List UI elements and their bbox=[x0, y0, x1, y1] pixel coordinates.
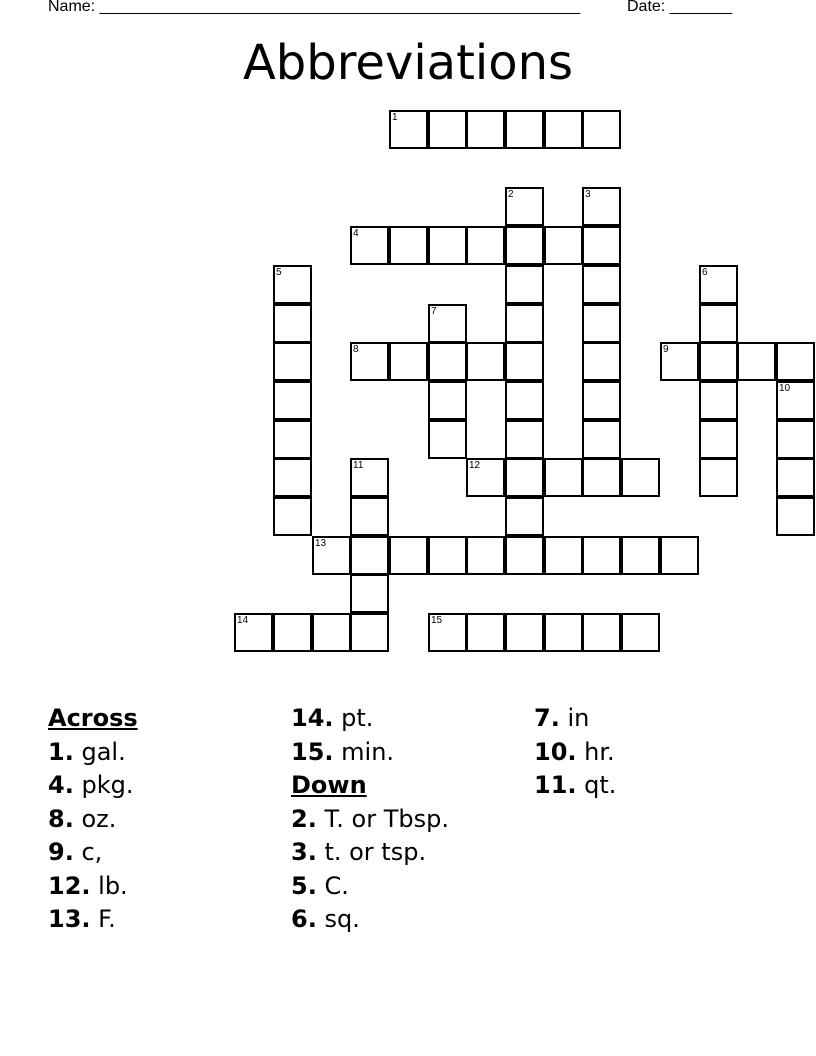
crossword-cell[interactable] bbox=[699, 420, 738, 459]
crossword-cell[interactable] bbox=[582, 110, 621, 149]
crossword-cell[interactable] bbox=[428, 613, 467, 652]
crossword-cell[interactable] bbox=[505, 613, 544, 652]
crossword-cell[interactable] bbox=[428, 420, 467, 459]
crossword-cell[interactable] bbox=[350, 613, 389, 652]
crossword-cell[interactable] bbox=[776, 458, 815, 497]
clue-item-text: F. bbox=[90, 905, 116, 933]
clue-item-text: min. bbox=[333, 737, 395, 766]
clue-item bbox=[534, 702, 616, 736]
crossword-cell[interactable] bbox=[389, 536, 428, 575]
crossword-cell[interactable] bbox=[699, 304, 738, 343]
crossword-cell[interactable] bbox=[582, 342, 621, 381]
clue-column-2 bbox=[291, 702, 449, 937]
crossword-cell[interactable] bbox=[466, 458, 505, 497]
crossword-cell[interactable] bbox=[273, 458, 312, 497]
crossword-cell[interactable] bbox=[273, 381, 312, 420]
crossword-cell[interactable] bbox=[350, 226, 389, 265]
clue-number: 9 bbox=[663, 344, 669, 355]
clue-number: 8 bbox=[353, 344, 359, 355]
crossword-cell[interactable] bbox=[350, 536, 389, 575]
clue-item bbox=[291, 736, 449, 770]
crossword-cell[interactable] bbox=[582, 613, 621, 652]
clue-number: 6 bbox=[702, 267, 708, 278]
crossword-cell[interactable] bbox=[776, 497, 815, 536]
crossword-cell[interactable] bbox=[737, 342, 776, 381]
clue-item bbox=[534, 736, 616, 770]
clue-item-number: 3. bbox=[291, 838, 317, 866]
clue-heading bbox=[291, 769, 449, 803]
crossword-cell[interactable] bbox=[699, 265, 738, 304]
clue-item-text: oz. bbox=[73, 804, 117, 833]
crossword-cell[interactable] bbox=[621, 613, 660, 652]
clue-item bbox=[534, 769, 616, 803]
clue-item bbox=[291, 836, 449, 870]
crossword-cell[interactable] bbox=[428, 381, 467, 420]
crossword-cell[interactable] bbox=[776, 381, 815, 420]
clue-item-number: 7. bbox=[534, 704, 560, 732]
clue-number: 5 bbox=[276, 267, 282, 278]
clue-column-1 bbox=[48, 702, 138, 937]
clue-item-text: in bbox=[559, 704, 590, 732]
clue-item bbox=[48, 903, 138, 937]
page-title: Abbreviations bbox=[242, 35, 574, 91]
clue-number: 4 bbox=[353, 228, 359, 239]
clue-number: 2 bbox=[508, 189, 514, 200]
crossword-cell[interactable] bbox=[505, 458, 544, 497]
clue-item-number: 5. bbox=[291, 871, 317, 900]
crossword-cell[interactable] bbox=[660, 342, 699, 381]
crossword-cell[interactable] bbox=[428, 110, 467, 149]
crossword-cell[interactable] bbox=[273, 342, 312, 381]
clue-number: 3 bbox=[585, 189, 591, 200]
crossword-cell[interactable] bbox=[466, 110, 505, 149]
clue-item-number: 2. bbox=[291, 804, 317, 833]
crossword-cell[interactable] bbox=[505, 497, 544, 536]
clue-item-number: 13. bbox=[48, 905, 91, 933]
date-field-label: Date: _______ bbox=[627, 0, 732, 15]
crossword-cell[interactable] bbox=[234, 613, 273, 652]
crossword-cell[interactable] bbox=[582, 458, 621, 497]
crossword-cell[interactable] bbox=[312, 536, 351, 575]
heading-text: Across bbox=[48, 704, 138, 732]
crossword-cell[interactable] bbox=[273, 420, 312, 459]
clue-item-text: T. or Tbsp. bbox=[316, 804, 449, 833]
crossword-cell[interactable] bbox=[544, 226, 583, 265]
heading-text: Down bbox=[291, 771, 367, 799]
clue-item bbox=[48, 803, 138, 837]
crossword-cell[interactable] bbox=[544, 613, 583, 652]
clue-number: 7 bbox=[431, 306, 437, 317]
crossword-cell[interactable] bbox=[389, 110, 428, 149]
crossword-cell[interactable] bbox=[621, 458, 660, 497]
crossword-cell[interactable] bbox=[544, 110, 583, 149]
clue-number: 13 bbox=[315, 538, 327, 549]
name-field-label: Name: ______________________________________________________ bbox=[48, 0, 581, 15]
crossword-cell[interactable] bbox=[776, 342, 815, 381]
crossword-cell[interactable] bbox=[582, 304, 621, 343]
clue-number: 1 bbox=[392, 112, 398, 123]
crossword-cell[interactable] bbox=[544, 536, 583, 575]
crossword-cell[interactable] bbox=[428, 342, 467, 381]
crossword-cell[interactable] bbox=[466, 226, 505, 265]
crossword-cell[interactable] bbox=[505, 110, 544, 149]
clue-item-text: gal. bbox=[73, 737, 126, 766]
crossword-cell[interactable] bbox=[273, 497, 312, 536]
clue-number: 12 bbox=[469, 460, 481, 471]
crossword-cell[interactable] bbox=[582, 381, 621, 420]
crossword-cell[interactable] bbox=[389, 342, 428, 381]
crossword-cell[interactable] bbox=[466, 613, 505, 652]
crossword-cell[interactable] bbox=[505, 265, 544, 304]
crossword-cell[interactable] bbox=[699, 458, 738, 497]
crossword-cell[interactable] bbox=[350, 458, 389, 497]
crossword-cell[interactable] bbox=[621, 536, 660, 575]
clue-item bbox=[48, 736, 138, 770]
crossword-cell[interactable] bbox=[582, 226, 621, 265]
clue-item bbox=[48, 836, 138, 870]
crossword-cell[interactable] bbox=[582, 265, 621, 304]
clue-item bbox=[48, 870, 138, 904]
clue-heading bbox=[48, 702, 138, 736]
crossword-cell[interactable] bbox=[389, 226, 428, 265]
crossword-cell[interactable] bbox=[699, 381, 738, 420]
crossword-cell[interactable] bbox=[505, 226, 544, 265]
crossword-cell[interactable] bbox=[776, 420, 815, 459]
crossword-cell[interactable] bbox=[582, 536, 621, 575]
crossword-cell[interactable] bbox=[505, 381, 544, 420]
crossword-cell[interactable] bbox=[312, 613, 351, 652]
crossword-cell[interactable] bbox=[582, 420, 621, 459]
clue-item bbox=[291, 903, 449, 937]
crossword-cell[interactable] bbox=[428, 226, 467, 265]
clue-number: 14 bbox=[237, 615, 249, 626]
crossword-cell[interactable] bbox=[428, 304, 467, 343]
clue-item-number: 14. bbox=[291, 704, 334, 732]
clue-item-text: lb. bbox=[90, 871, 128, 900]
crossword-cell[interactable] bbox=[699, 342, 738, 381]
crossword-cell[interactable] bbox=[505, 420, 544, 459]
clue-item bbox=[291, 702, 449, 736]
clue-number: 15 bbox=[431, 615, 443, 626]
clue-item-text: C. bbox=[316, 871, 349, 900]
clue-item-number: 11. bbox=[534, 771, 577, 799]
clue-item-text: t. or tsp. bbox=[316, 838, 427, 866]
clue-item bbox=[48, 769, 138, 803]
crossword-cell[interactable] bbox=[505, 342, 544, 381]
clue-item-number: 12. bbox=[48, 871, 91, 900]
crossword-cell[interactable] bbox=[428, 536, 467, 575]
crossword-cell[interactable] bbox=[660, 536, 699, 575]
clue-item-number: 9. bbox=[48, 838, 74, 866]
clue-item-text: sq. bbox=[316, 905, 360, 933]
clue-number: 10 bbox=[779, 383, 791, 394]
crossword-cell[interactable] bbox=[350, 574, 389, 613]
clue-item-text: pkg. bbox=[73, 771, 134, 799]
clue-number: 11 bbox=[353, 460, 364, 471]
clue-item-text: hr. bbox=[576, 737, 615, 766]
clue-item bbox=[291, 803, 449, 837]
clue-item-number: 6. bbox=[291, 905, 317, 933]
crossword-cell[interactable] bbox=[350, 342, 389, 381]
clue-column-3 bbox=[534, 702, 616, 803]
clue-item-number: 1. bbox=[48, 737, 74, 766]
crossword-cell[interactable] bbox=[273, 613, 312, 652]
clue-item-text: c, bbox=[73, 838, 103, 866]
clue-item-number: 4. bbox=[48, 771, 74, 799]
crossword-cell[interactable] bbox=[505, 187, 544, 226]
crossword-cell[interactable] bbox=[273, 265, 312, 304]
crossword-cell[interactable] bbox=[350, 497, 389, 536]
crossword-cell[interactable] bbox=[505, 304, 544, 343]
clue-item-number: 8. bbox=[48, 804, 74, 833]
clue-item-number: 10. bbox=[534, 737, 577, 766]
clue-item-text: qt. bbox=[576, 771, 617, 799]
crossword-cell[interactable] bbox=[273, 304, 312, 343]
clue-item-number: 15. bbox=[291, 737, 334, 766]
crossword-cell[interactable] bbox=[466, 536, 505, 575]
crossword-cell[interactable] bbox=[582, 187, 621, 226]
clue-item-text: pt. bbox=[333, 704, 374, 732]
crossword-cell[interactable] bbox=[544, 458, 583, 497]
clue-item bbox=[291, 870, 449, 904]
crossword-cell[interactable] bbox=[466, 342, 505, 381]
crossword-cell[interactable] bbox=[505, 536, 544, 575]
